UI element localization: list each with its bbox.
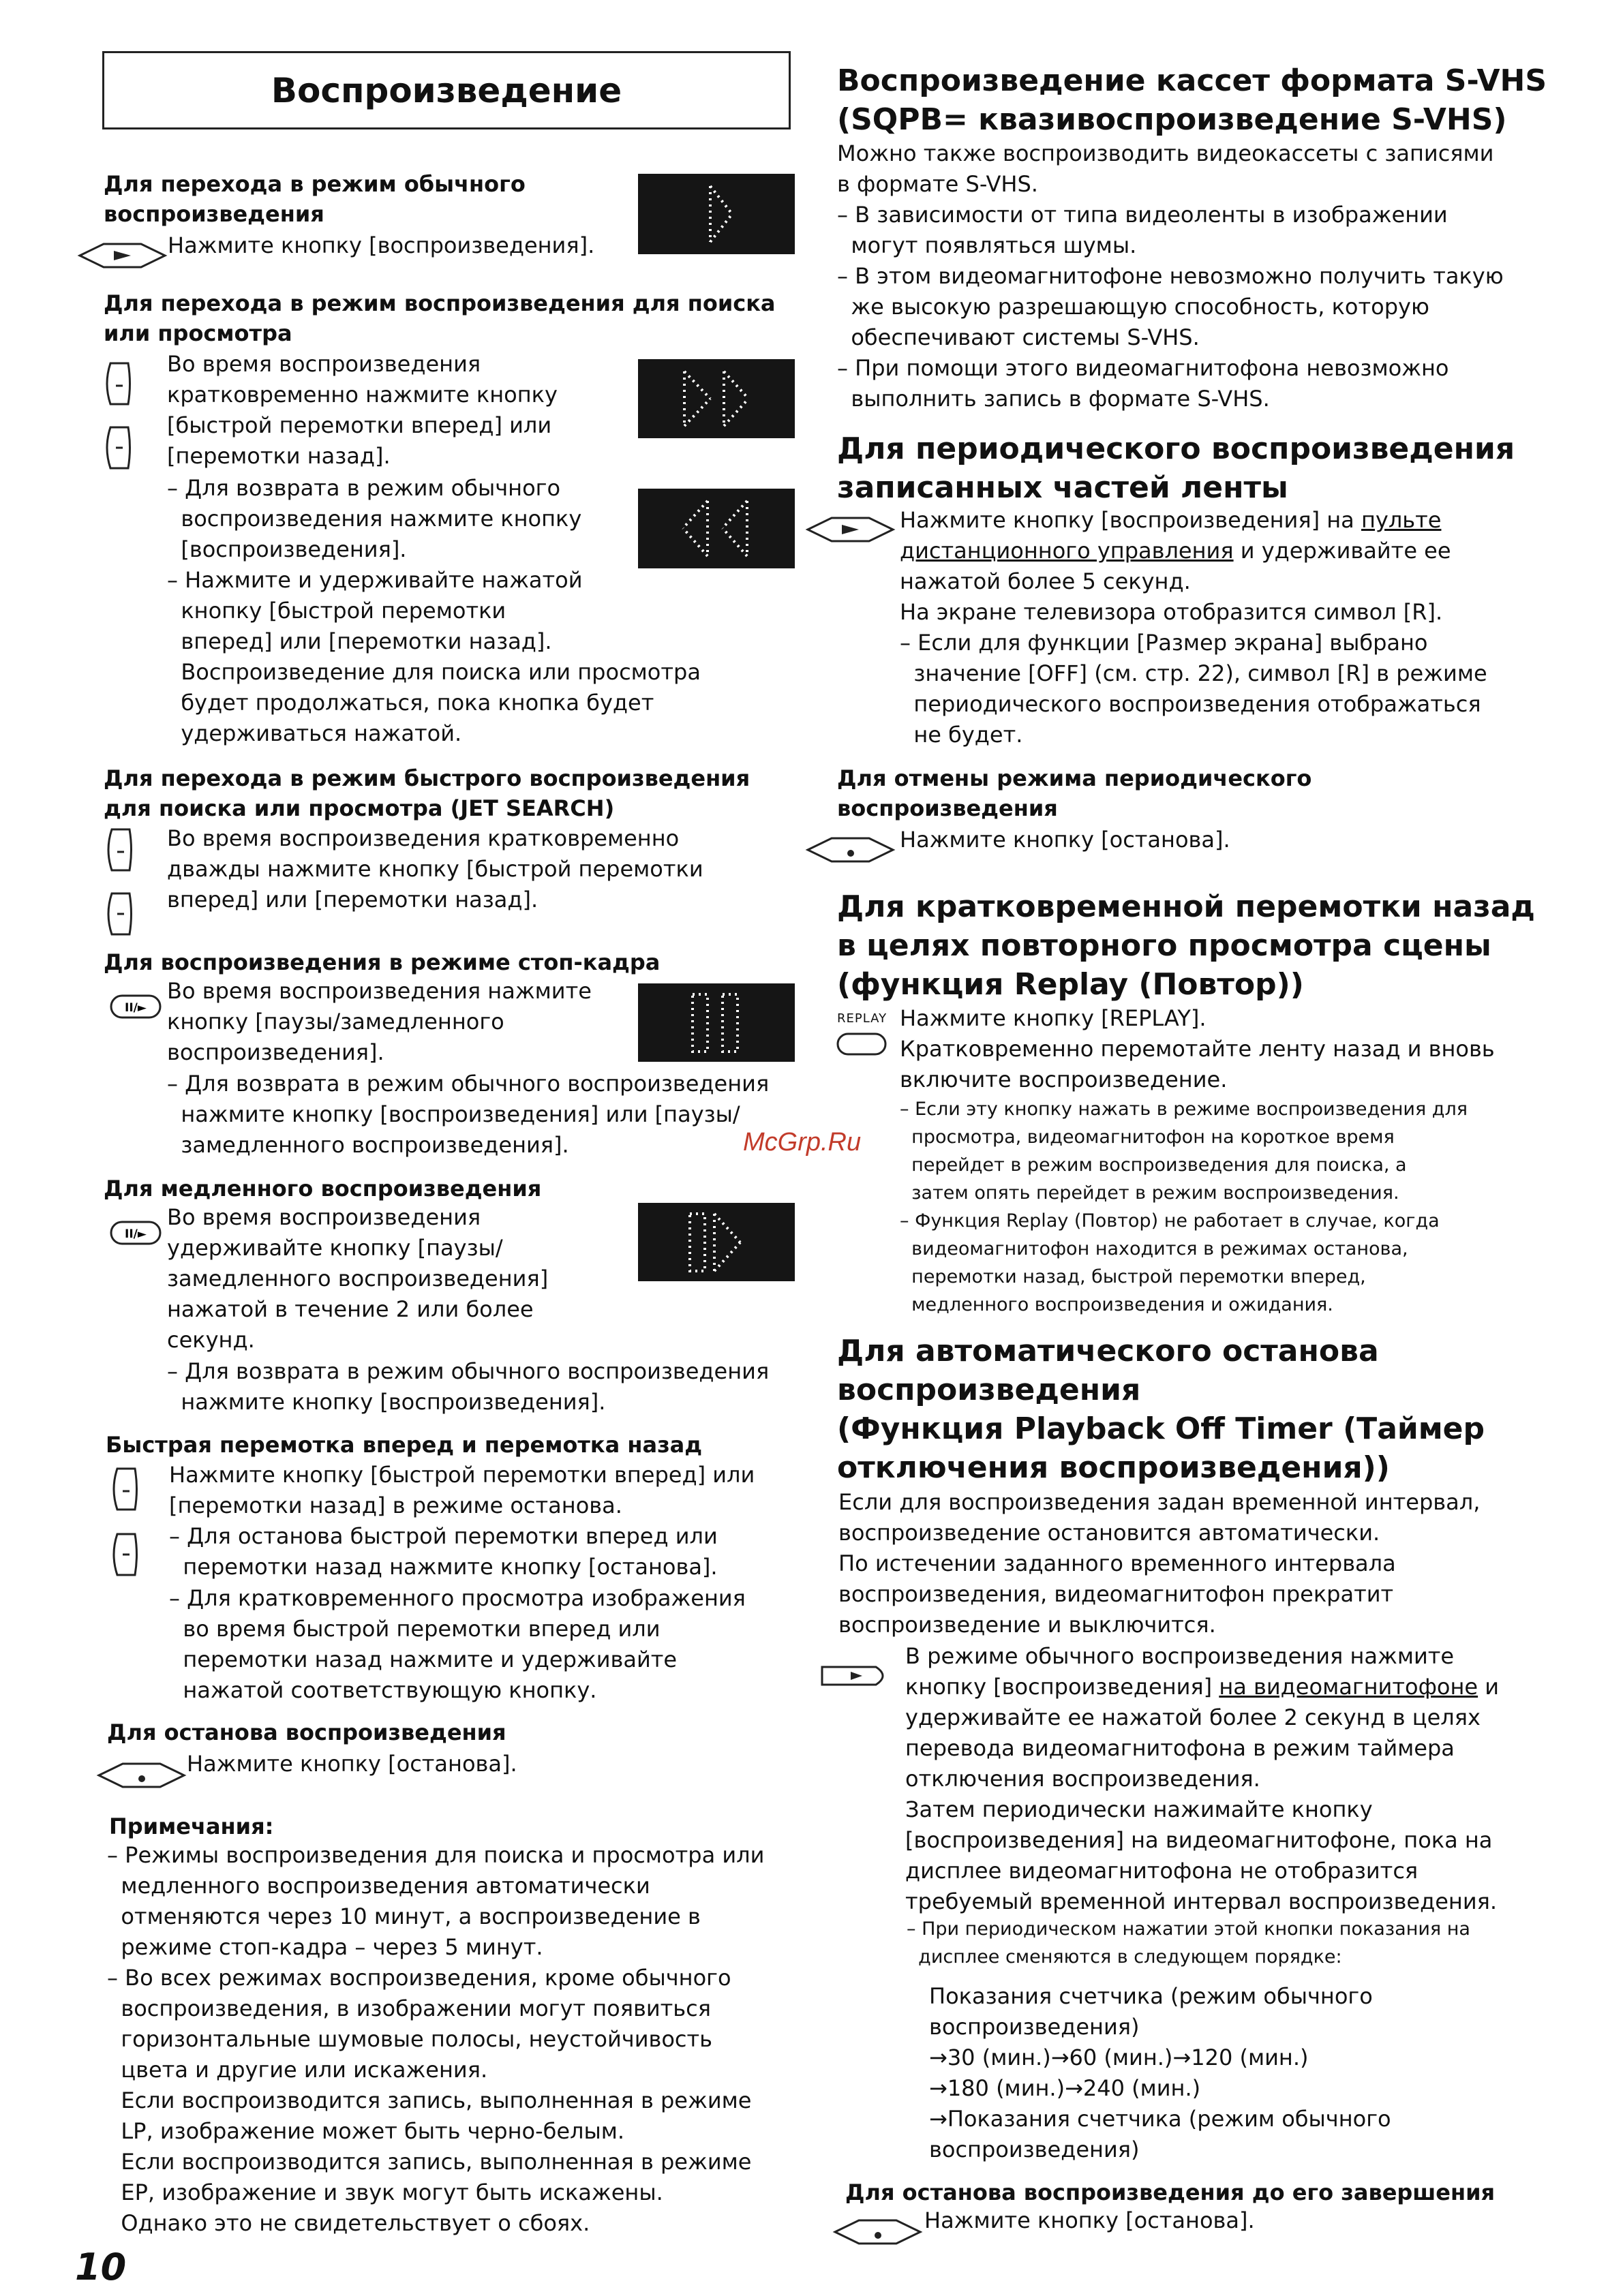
osd-slow-icon [638,1203,795,1281]
section-heading-ff-rew: Быстрая перемотка вперед и перемотка назад [106,1432,703,1458]
section-heading-still: Для воспроизведения в режиме стоп-кадра [104,949,661,975]
osd-ff-icon [638,359,795,438]
osd-play-icon [638,174,795,254]
play-button-icon [76,239,168,273]
play-button-icon-remote [804,512,896,547]
still-bullet: – Для возврата в режим обычного воспроизведения нажмите кнопку [воспроизведения] или [паузы/ замедленного воспроизведения]. [167,1071,770,1158]
periodic-rest: нажатой более 5 секунд. На экране телевизора отобразится символ [R]. – Если для функции [Размер экрана] выбрано значение [OFF] (см. стр. 22), символ [R] в режиме периодического воспроизведения отображаться не будет. [900,568,1487,748]
section-heading-cancel-periodic: Для отмены режима периодического воспроизведения [837,765,1312,821]
section-heading-search: Для перехода в режим воспроизведения для поиска или просмотра [104,290,776,346]
stop-before-end-text: Нажмите кнопку [останова]. [924,2207,1255,2233]
ff-button-icon [101,360,134,408]
svhs-text: Можно также воспроизводить видеокассеты с записями в формате S-VHS. – В зависимости от типа видеоленты в изображении могут появляться шумы. – В этом видеомагнитофоне невозможно получить такую же высокую разрешающую способность, которую обеспечивают системы S-VHS. – При помощи этого видеомагнитофона невозможно выполнить запись в формате S-VHS. [837,140,1504,412]
pause-slow-button-icon [109,994,162,1021]
stop-button-icon-2 [804,833,896,867]
replay-button-icon [836,1030,888,1058]
ff-button-icon-3 [108,1465,140,1513]
pause-slow-button-icon-2 [109,1220,162,1247]
search-bullet-1: – Для возврата в режим обычного воспроизведения нажмите кнопку [воспроизведения]. [167,475,582,562]
page-title: Воспроизведение [102,51,791,129]
cancel-periodic-text: Нажмите кнопку [останова]. [900,827,1230,853]
stop-button-icon-3 [832,2215,924,2249]
ff-button-icon-2 [102,826,135,874]
section-heading-off-timer: Для автоматического останова воспроизведения (Функция Playback Off Timer (Таймер отключения воспроизведения)) [837,1334,1485,1485]
page-number: 10 [75,2246,127,2289]
section-heading-stop: Для останова воспроизведения [107,1719,506,1745]
notes-heading: Примечания: [109,1813,274,1839]
replay-text: Нажмите кнопку [REPLAY]. Кратковременно перемотайте ленту назад и вновь включите воспроизведение. [900,1005,1495,1092]
slow-text: Во время воспроизведения удерживайте кнопку [паузы/ замедленного воспроизведения] нажатой в течение 2 или более секунд. [167,1204,549,1353]
svg-text:II/►: II/► [125,1227,147,1241]
section-heading-normal-play: Для перехода в режим обычного воспроизведения [104,171,526,227]
rew-button-icon-3 [108,1531,140,1578]
section-heading-replay: Для кратковременной перемотки назад в целях повторного просмотра сцены (функция Replay (Повтор)) [837,889,1535,1002]
jet-search-text: Во время воспроизведения кратковременно дважды нажмите кнопку [быстрой перемотки вперед] или [перемотки назад]. [167,825,703,913]
periodic-line-1: Нажмите кнопку [воспроизведения] на пульте [900,507,1442,533]
off-timer-line-1: В режиме обычного воспроизведения нажмите [905,1643,1455,1669]
replay-label: REPLAY [837,1011,888,1026]
rew-button-icon-2 [102,890,135,938]
section-heading-stop-before-end: Для останова воспроизведения до его завершения [845,2179,1496,2205]
section-heading-periodic: Для периодического воспроизведения записанных частей ленты [837,431,1515,505]
periodic-line-2: дистанционного управления и удерживайте ее [900,538,1451,564]
watermark: McGrp.Ru [743,1128,862,1157]
normal-play-text: Нажмите кнопку [воспроизведения]. [168,232,595,258]
svg-text:II/►: II/► [125,1001,147,1015]
off-timer-small: – При периодическом нажатии этой кнопки показания на дисплее сменяются в следующем порядке: [907,1918,1470,1968]
section-heading-svhs: Воспроизведение кассет формата S-VHS (SQPB= квазивоспроизведение S-VHS) [837,63,1547,137]
section-heading-jet-search: Для перехода в режим быстрого воспроизведения для поиска или просмотра (JET SEARCH) [104,765,750,821]
ff-rew-text: Нажмите кнопку [быстрой перемотки вперед] или [перемотки назад] в режиме останова. [169,1462,755,1518]
osd-pause-icon [638,983,795,1062]
slow-bullet: – Для возврата в режим обычного воспроизведения нажмите кнопку [воспроизведения]. [167,1358,770,1415]
rew-button-icon [101,424,134,472]
off-timer-sequence: Показания счетчика (режим обычного воспроизведения) →30 (мин.)→60 (мин.)→120 (мин.) →180 (мин.)→240 (мин.) →Показания счетчика (режим обычного воспроизведения) [929,1983,1391,2162]
off-timer-line-2: кнопку [воспроизведения] на видеомагнитофоне и [905,1674,1500,1700]
vcr-play-button-icon [820,1663,894,1690]
section-heading-slow: Для медленного воспроизведения [104,1176,542,1201]
ff-rew-bullet-1: – Для останова быстрой перемотки вперед или перемотки назад нажмите кнопку [останова]. [169,1523,718,1580]
stop-button-icon [95,1758,187,1792]
replay-small: – Если эту кнопку нажать в режиме воспроизведения для просмотра, видеомагнитофон на короткое время перейдет в режим воспроизведения для поиска, а затем опять перейдет в режим воспроизведения. – Функция Replay (Повтор) не работает в случае, когда видеомагнитофон находится в режимах останова, перемотки назад, быстрой перемотки вперед, медленного воспроизведения и ожидания. [900,1099,1468,1315]
stop-text: Нажмите кнопку [останова]. [187,1751,517,1777]
osd-rew-icon [638,489,795,568]
search-text: Во время воспроизведения кратковременно нажмите кнопку [быстрой перемотки вперед] или [перемотки назад]. [167,351,558,469]
still-text: Во время воспроизведения нажмите кнопку [паузы/замедленного воспроизведения]. [167,978,592,1065]
search-bullet-2: – Нажмите и удерживайте нажатой кнопку [быстрой перемотки вперед] или [перемотки назад]. Воспроизведение для поиска или просмотра будет продолжаться, пока кнопка будет удерживаться нажатой. [167,567,701,746]
off-timer-text: Если для воспроизведения задан временной интервал, воспроизведение остановится автоматически. По истечении заданного временного интервала воспроизведения, видеомагнитофон прекратит воспроизведение и выключится. [838,1489,1481,1638]
ff-rew-bullet-2: – Для кратковременного просмотра изображения во время быстрой перемотки вперед или перемотки назад нажмите и удерживайте нажатой соответствующую кнопку. [169,1585,746,1703]
note-2: – Во всех режимах воспроизведения, кроме обычного воспроизведения, в изображении могут появиться горизонтальные шумовые полосы, неустойчивость цвета и другие или искажения. Если воспроизводится запись, выполненная в режиме LP, изображение может быть черно-белым. Если воспроизводится запись, выполненная в режиме EP, изображение и звук могут быть искажены. Однако это не свидетельствует о сбоях. [107,1965,752,2236]
note-1: – Режимы воспроизведения для поиска и просмотра или медленного воспроизведения автоматически отменяются через 10 минут, а воспроизведение в режиме стоп-кадра – через 5 минут. [107,1842,765,1960]
off-timer-rest: удерживайте ее нажатой более 2 секунд в целях перевода видеомагнитофона в режим таймера отключения воспроизведения. Затем периодически нажимайте кнопку [воспроизведения] на видеомагнитофоне, пока на дисплее видеомагнитофона не отобразится требуемый временной интервал воспроизведения. [905,1704,1498,1914]
